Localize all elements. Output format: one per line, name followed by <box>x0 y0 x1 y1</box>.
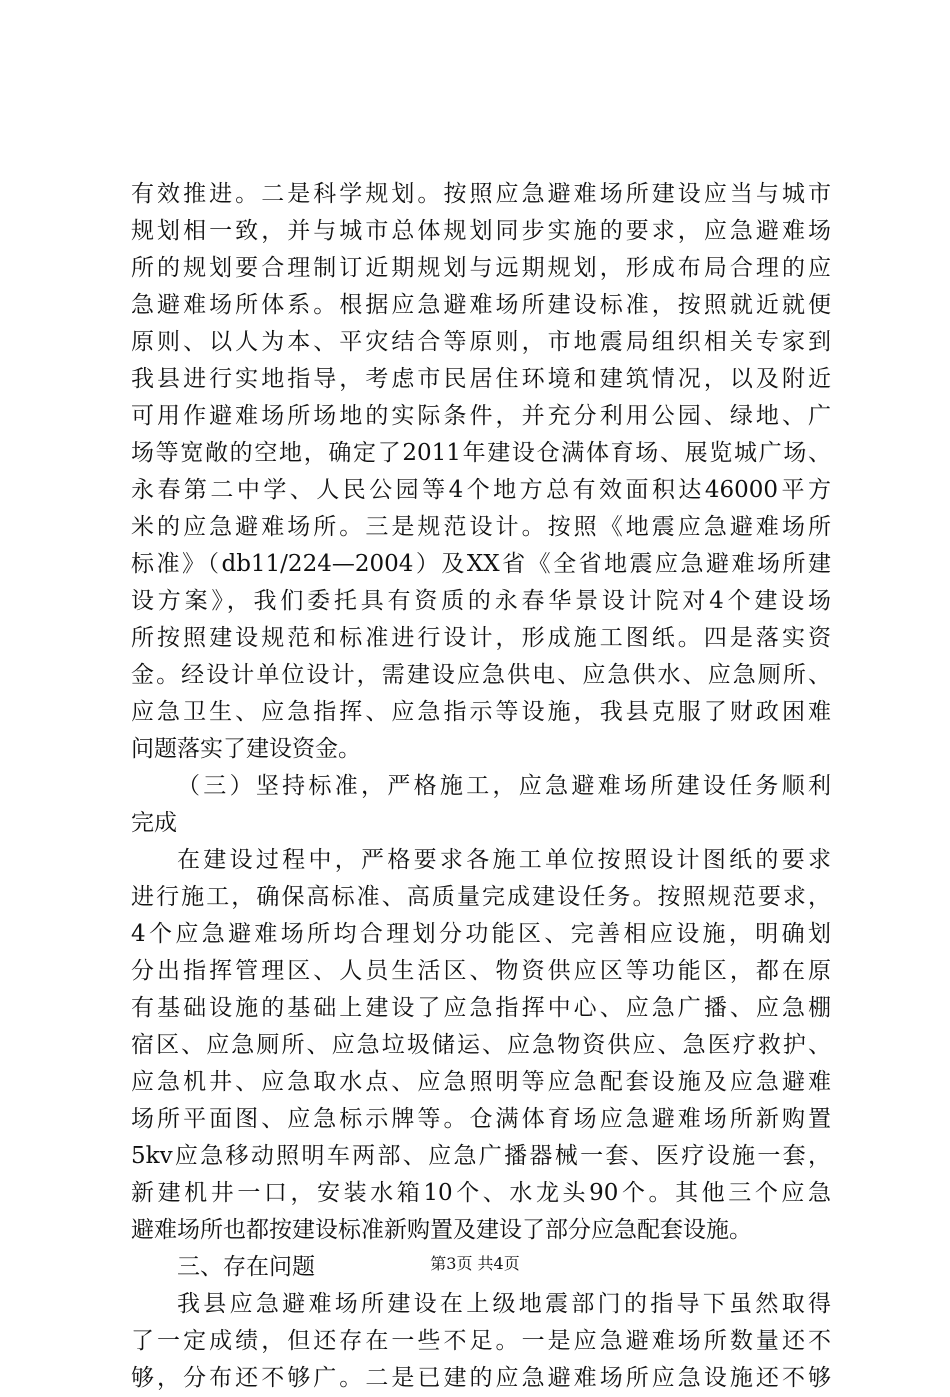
text-line: 避难场所也都按建设标准新购置及建设了部分应急配套设施。 <box>131 1217 752 1243</box>
text-line: 可用作避难场所场地的实际条件，并充分利用公园、绿地、广 <box>131 403 831 429</box>
text-line: （三）坚持标准，严格施工，应急避难场所建设任务顺利 <box>177 773 831 799</box>
text-line: 场等宽敞的空地，确定了2011年建设仓满体育场、展览城广场、 <box>131 440 831 466</box>
text-line: 规划相一致，并与城市总体规划同步实施的要求，应急避难场 <box>131 218 831 244</box>
text-line: 我县应急避难场所建设在上级地震部门的指导下虽然取得 <box>177 1291 831 1317</box>
text-line: 我县进行实地指导，考虑市民居住环境和建筑情况，以及附近 <box>131 366 831 392</box>
text-line: 新建机井一口，安装水箱10个、水龙头90个。其他三个应急 <box>131 1180 831 1206</box>
text-line: 设方案》，我们委托具有资质的永春华景设计院对4个建设场 <box>131 588 831 614</box>
text-line: 所的规划要合理制订近期规划与远期规划，形成布局合理的应 <box>131 255 831 281</box>
text-line: 永春第二中学、人民公园等4个地方总有效面积达46000平方 <box>131 477 831 503</box>
text-line: 有效推进。二是科学规划。按照应急避难场所建设应当与城市 <box>131 181 831 207</box>
text-line: 原则、以人为本、平灾结合等原则，市地震局组织相关专家到 <box>131 329 831 355</box>
text-line: 完成 <box>131 810 177 836</box>
page-footer: 第3页 共4页 <box>430 1254 520 1273</box>
text-line: 应急卫生、应急指挥、应急指示等设施，我县克服了财政困难 <box>131 699 831 725</box>
text-line: 米的应急避难场所。三是规范设计。按照《地震应急避难场所 <box>131 514 831 540</box>
text-line: 分出指挥管理区、人员生活区、物资供应区等功能区，都在原 <box>131 958 831 984</box>
text-line: 标准》（db11/224—2004）及XX省《全省地震应急避难场所建 <box>131 551 831 577</box>
text-line: 够，分布还不够广。二是已建的应急避难场所应急设施还不够 <box>131 1365 831 1391</box>
text-line: 进行施工，确保高标准、高质量完成建设任务。按照规范要求， <box>131 884 831 910</box>
text-line: 金。经设计单位设计，需建设应急供电、应急供水、应急厕所、 <box>131 662 831 688</box>
text-line: 场所平面图、应急标示牌等。仓满体育场应急避难场所新购置 <box>131 1106 831 1132</box>
text-line: 问题落实了建设资金。 <box>131 736 361 762</box>
text-line: 在建设过程中，严格要求各施工单位按照设计图纸的要求 <box>177 847 831 873</box>
text-line: 应急机井、应急取水点、应急照明等应急配套设施及应急避难 <box>131 1069 831 1095</box>
text-line: 急避难场所体系。根据应急避难场所建设标准，按照就近就便 <box>131 292 831 318</box>
document-body <box>131 176 831 1397</box>
text-line: 了一定成绩，但还存在一些不足。一是应急避难场所数量还不 <box>131 1328 831 1354</box>
text-line: 所按照建设规范和标准进行设计，形成施工图纸。四是落实资 <box>131 625 831 651</box>
text-line: 4个应急避难场所均合理划分功能区、完善相应设施，明确划 <box>131 921 831 947</box>
text-line: 有基础设施的基础上建设了应急指挥中心、应急广播、应急棚 <box>131 995 831 1021</box>
text-line: 5kv应急移动照明车两部、应急广播器械一套、医疗设施一套， <box>131 1143 831 1169</box>
text-line: 三、存在问题 <box>177 1254 315 1280</box>
text-line: 宿区、应急厕所、应急垃圾储运、应急物资供应、急医疗救护、 <box>131 1032 831 1058</box>
